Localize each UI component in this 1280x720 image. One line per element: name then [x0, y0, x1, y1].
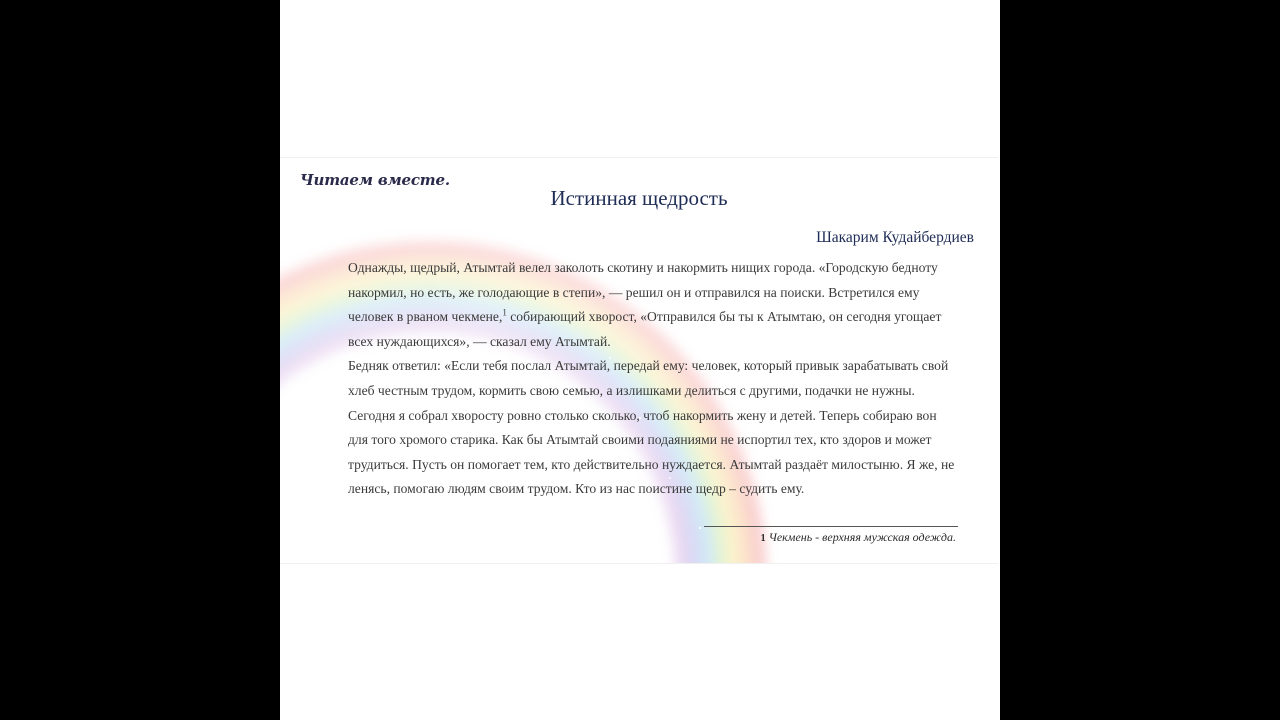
- paragraph-1: [348, 256, 958, 354]
- slide: [280, 157, 998, 564]
- brand-logo: Читаем вместе.: [300, 171, 450, 189]
- paragraph-2: Бедняк ответил: «Если тебя послал Атымтай, передай ему: человек, который привык зарабатывать свой хлеб честным трудом, кормить свою семью, а излишками делиться с другими, подачки не нужны. Сегодня я собрал хворосту ровно столько сколько, чтоб накормить жену и детей. Теперь собираю вон для того хромого старика. Как бы Атымтай своими подаяниями не испортил тех, кто здоров и может трудиться. Пусть он помогает тем, кто действительно нуждается. Атымтай раздаёт милостыню. Я же, не ленясь, помогаю людям своим трудом. Кто из нас поистине щедр – судить ему.: [348, 358, 955, 497]
- story-text: [348, 256, 958, 502]
- footnote-number: 1: [760, 533, 766, 544]
- slide-title: Истинная щедрость: [550, 186, 728, 210]
- video-frame: [280, 0, 1000, 720]
- footnote-text: Чекмень - верхняя мужская одежда.: [768, 530, 956, 544]
- paragraph-1-start: Однажды, щедрый, Атымтай велел заколоть скотину и накормить нищих города. «Городскую бедноту накормил, но есть, же голодающие в степи», — решил он и отправился на поиски. Встретился ему человек в рваном чекмене,: [348, 260, 938, 325]
- paragraph-1-end: собирающий хворост, «Отправился бы ты к Атымтаю, он сегодня угощает всех нуждающихся», — сказал ему Атымтай.: [348, 309, 942, 349]
- footnote-reference: 1: [502, 307, 507, 318]
- footnote: [761, 530, 956, 545]
- footnote-divider: [704, 526, 958, 527]
- author-name: Шакарим Кудайбердиев: [816, 229, 974, 246]
